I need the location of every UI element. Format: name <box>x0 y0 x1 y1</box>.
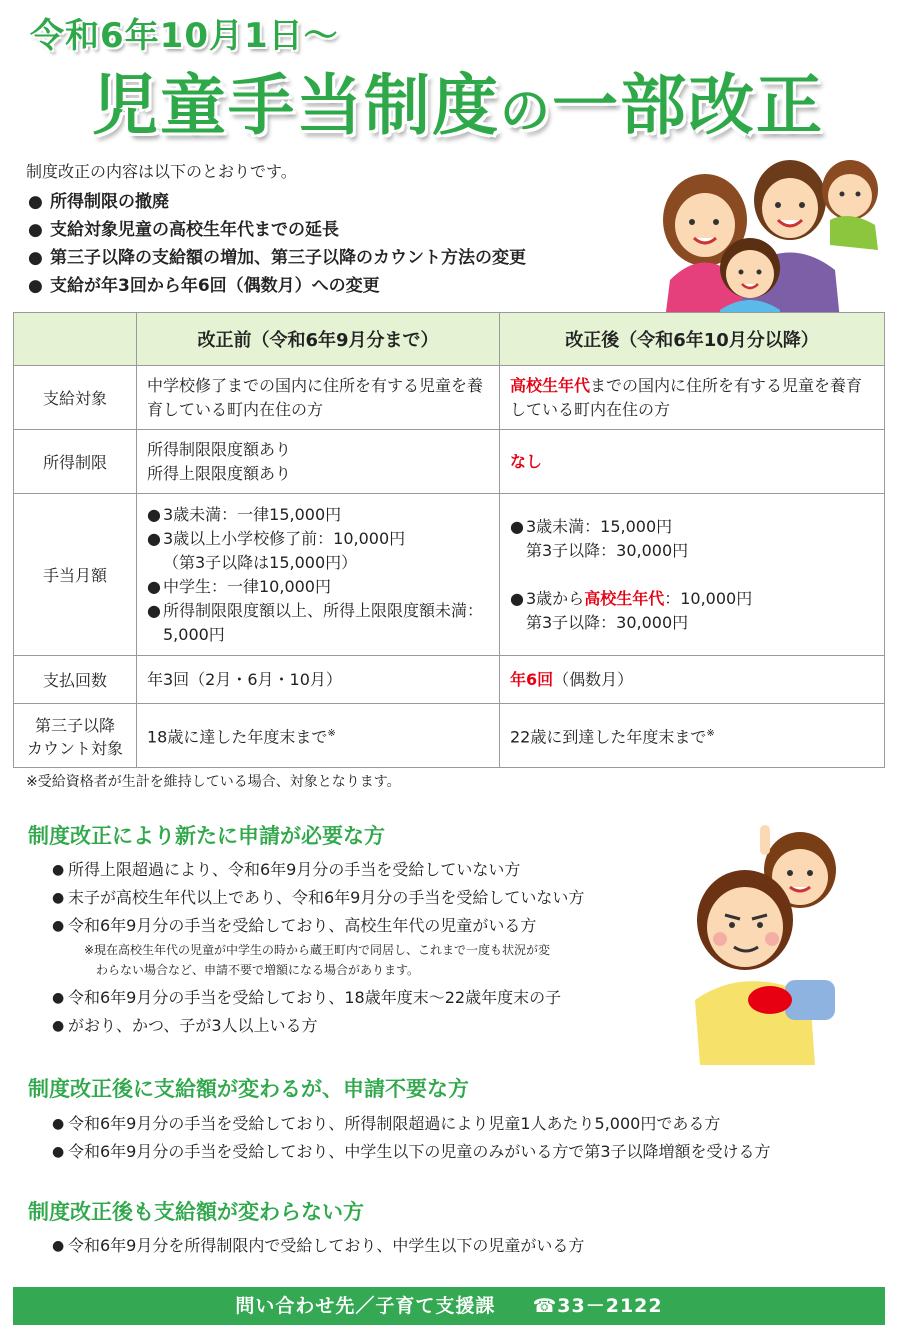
list-item-cont: ● がおり、かつ、子が3人以上いる方 <box>52 1012 584 1040</box>
cell-after <box>500 366 885 430</box>
cell-line: （第3子以降は15,000円） <box>163 552 358 572</box>
table-row <box>14 656 885 704</box>
row-label <box>14 704 137 768</box>
cell-text: までの国内に住所を有する児童を養育している町内在住の方 <box>510 375 863 419</box>
subtitle: 令和6年10月1日～ <box>30 16 339 56</box>
cell-after <box>500 494 885 656</box>
table-row <box>14 494 885 656</box>
cell-before <box>137 430 500 494</box>
table-row <box>14 366 885 430</box>
note-line: ※現在高校生年代の児童が中学生の時から蔵王町内で同居し、これまで一度も状況が変 <box>84 943 551 957</box>
cell-text: 3歳から <box>526 588 585 608</box>
table-header-row <box>14 313 885 366</box>
list-item: ● 末子が高校生年代以上であり、令和6年9月分の手当を受給していない方 <box>52 884 584 912</box>
cell-line: 所得制限限度額あり <box>147 439 292 459</box>
cell-after <box>500 704 885 768</box>
label-line: カウント対象 <box>26 738 123 758</box>
intro-lead: 制度改正の内容は以下のとおりです。 <box>26 162 297 181</box>
cell-line: 所得上限限度額あり <box>147 463 292 483</box>
section-heading: 制度改正後も支給額が変わらない方 <box>28 1200 364 1224</box>
cell-line: 第3子以降：30,000円 <box>526 540 689 560</box>
intro-list <box>26 188 526 300</box>
table-footnote: ※受給資格者が生計を維持している場合、対象となります。 <box>26 774 401 790</box>
section-list <box>52 1110 771 1166</box>
cell-line: ● 所得制限限度額以上、所得上限限度額未満：5,000円 <box>147 599 489 647</box>
note-mark: ※ <box>706 727 715 739</box>
note-mark: ※ <box>327 727 336 739</box>
section-list <box>52 1232 584 1260</box>
contact-footer <box>13 1287 885 1325</box>
cell-text: ：10,000円 <box>664 588 753 608</box>
cell-text: （偶数月） <box>553 669 634 689</box>
row-label: 支払回数 <box>14 656 137 704</box>
table-row <box>14 430 885 494</box>
table-row <box>14 704 885 768</box>
phone-number: 33－2122 <box>557 1295 663 1317</box>
family-illustration <box>650 150 885 320</box>
row-label: 所得制限 <box>14 430 137 494</box>
header-blank <box>14 313 137 366</box>
list-item: ● 令和6年9月分を所得制限内で受給しており、中学生以下の児童がいる方 <box>52 1232 584 1260</box>
title-no: の <box>500 82 552 140</box>
highlight-text: 高校生年代 <box>584 588 665 608</box>
cell-before <box>137 494 500 656</box>
title-main: 児童手当制度 <box>92 67 500 144</box>
label-line: 第三子以降 <box>34 715 115 735</box>
cell-text: 18歳に達した年度末まで <box>147 727 328 747</box>
list-item: ● 所得上限超過により、令和6年9月分の手当を受給していない方 <box>52 856 584 884</box>
section-list <box>52 856 584 1040</box>
cell-line <box>510 587 874 611</box>
intro-item: ● 第三子以降の支給額の増加、第三子以降のカウント方法の変更 <box>26 244 526 272</box>
highlight-text: なし <box>510 451 543 471</box>
cell-line: ● 3歳以上小学校修了前：10,000円 <box>147 527 489 551</box>
cell-line: ● 3歳未満：15,000円 <box>510 515 874 539</box>
comparison-table <box>13 312 885 768</box>
title-end: 一部改正 <box>552 67 824 144</box>
highlight-text: 年6回 <box>510 669 554 689</box>
cell-before <box>137 704 500 768</box>
row-label: 支給対象 <box>14 366 137 430</box>
highlight-text: 高校生年代 <box>510 375 591 395</box>
phone-icon: ☎ <box>532 1295 558 1317</box>
cell-after <box>500 656 885 704</box>
col-after: 改正後（令和6年10月分以降） <box>500 313 885 366</box>
section-heading: 制度改正後に支給額が変わるが、申請不要な方 <box>28 1077 469 1101</box>
list-item: ● 令和6年9月分の手当を受給しており、所得制限超過により児童1人あたり5,000円である方 <box>52 1110 771 1138</box>
col-before: 改正前（令和6年9月分まで） <box>137 313 500 366</box>
section-heading: 制度改正により新たに申請が必要な方 <box>28 824 385 848</box>
cell-before: 年3回（2月・6月・10月） <box>137 656 500 704</box>
page-title <box>92 52 824 147</box>
list-item: ● 令和6年9月分の手当を受給しており、高校生年代の児童がいる方 <box>52 912 584 940</box>
cell-line: 第3子以降：30,000円 <box>526 612 689 632</box>
cell-after <box>500 430 885 494</box>
cell-text: 22歳に到達した年度末まで <box>510 727 707 747</box>
note-line: わらない場合など、申請不要で増額になる場合があります。 <box>96 963 420 977</box>
row-label: 手当月額 <box>14 494 137 656</box>
boy-illustration <box>690 815 840 1065</box>
intro-item: ● 所得制限の撤廃 <box>26 188 526 216</box>
cell-line: ● 中学生：一律10,000円 <box>147 575 489 599</box>
contact-label: 問い合わせ先／子育て支援課 <box>235 1295 496 1317</box>
cell-line: ● 3歳未満：一律15,000円 <box>147 503 489 527</box>
list-item: ● 令和6年9月分の手当を受給しており、18歳年度末～22歳年度末の子 <box>52 984 584 1012</box>
cell-before: 中学校修了までの国内に住所を有する児童を養育している町内在住の方 <box>137 366 500 430</box>
intro-item: ● 支給対象児童の高校生年代までの延長 <box>26 216 526 244</box>
intro-item: ● 支給が年3回から年6回（偶数月）への変更 <box>26 272 526 300</box>
intro <box>26 158 526 300</box>
list-item: ● 令和6年9月分の手当を受給しており、中学生以下の児童のみがいる方で第3子以降増額を受ける方 <box>52 1138 771 1166</box>
